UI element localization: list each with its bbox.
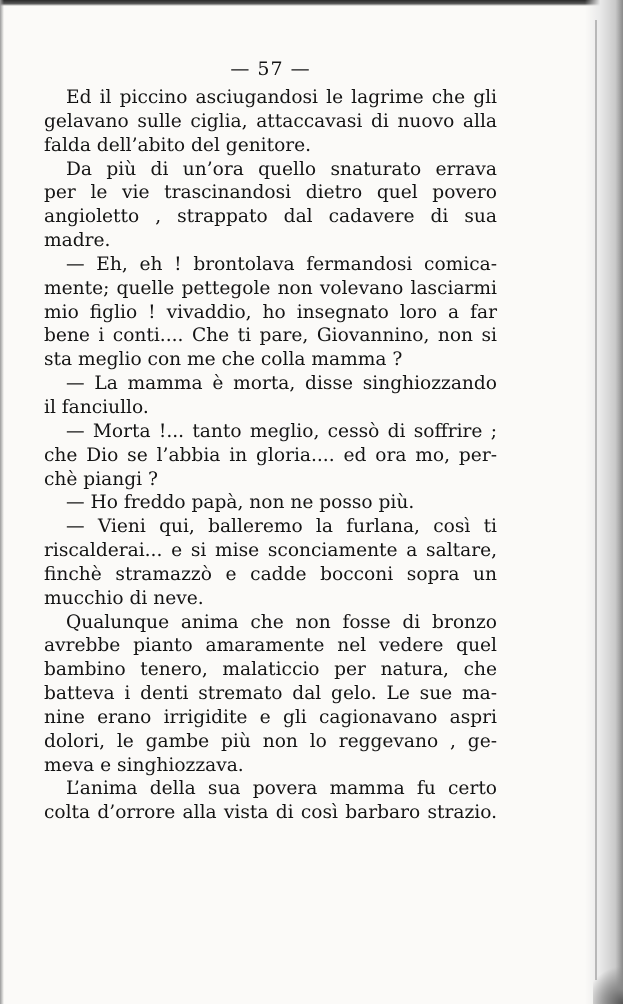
text-line: mente; quelle pettegole non volevano lasciarmi [44,277,497,299]
page-text [44,52,497,825]
text-line: madre. [44,230,111,252]
text-line: — Ho freddo papà, non ne posso più. [66,492,415,514]
text-line: che Dio se l’abbia in gloria.... ed ora mo, per- [44,444,497,466]
text-line: dolori, le gambe più non lo reggevano , ge- [44,730,497,752]
text-line: — La mamma è morta, disse singhiozzando [66,373,497,395]
text-line: batteva i denti stremato dal gelo. Le sue ma- [44,683,497,705]
text-line: — Morta !... tanto meglio, cessò di soffrire ; [66,420,497,442]
page-corner-shadow [593,964,623,1004]
text-line: finchè stramazzò e cadde bocconi sopra un [44,563,497,585]
text-line: il fanciullo. [44,396,149,418]
text-line: nine erano irrigidite e gli cagionavano aspri [44,706,497,728]
text-line: gelavano sulle ciglia, attaccavasi di nuovo alla [44,110,497,132]
text-line: bene i conti.... Che ti pare, Giovannino, non si [44,325,497,347]
text-line: Ed il piccino asciugandosi le lagrime che gli [66,87,497,108]
text-line: Da più di un’ora quello snaturato errava [66,158,497,180]
text-line: colta d’orrore alla vista di così barbaro strazio. [44,802,497,824]
text-line: mucchio di neve. [44,587,204,609]
text-line: L’anima della sua povera mamma fu certo [66,778,497,800]
text-line: avrebbe pianto amaramente nel vedere quel [44,635,497,657]
page-number: — 57 — [230,58,311,80]
text-line: chè piangi ? [44,468,158,490]
page-top-edge [0,0,623,6]
text-line: per le vie trascinandosi dietro quel povero [44,182,497,204]
text-line: — Eh, eh ! brontolava fermandosi comica- [66,253,497,275]
text-line: riscalderai... e si mise sconciamente a saltare, [44,540,497,562]
page-left-edge [0,0,4,1004]
text-line: mio figlio ! vivaddio, ho insegnato loro a far [44,301,497,323]
text-line: falda dell’abito del genitore. [44,134,312,156]
page-right-edge [585,0,623,1004]
text-line: angioletto , strappato dal cadavere di sua [44,206,497,228]
text-line: bambino tenero, malaticcio per natura, che [44,659,497,681]
text-line: Qualunque anima che non fosse di bronzo [66,611,497,633]
text-lines [44,86,497,825]
text-line: sta meglio con me che colla mamma ? [44,349,403,371]
page-gutter-line [595,20,597,980]
text-line: meva e singhiozzava. [44,754,244,776]
text-line: — Vieni qui, balleremo la furlana, così ti [66,516,497,538]
